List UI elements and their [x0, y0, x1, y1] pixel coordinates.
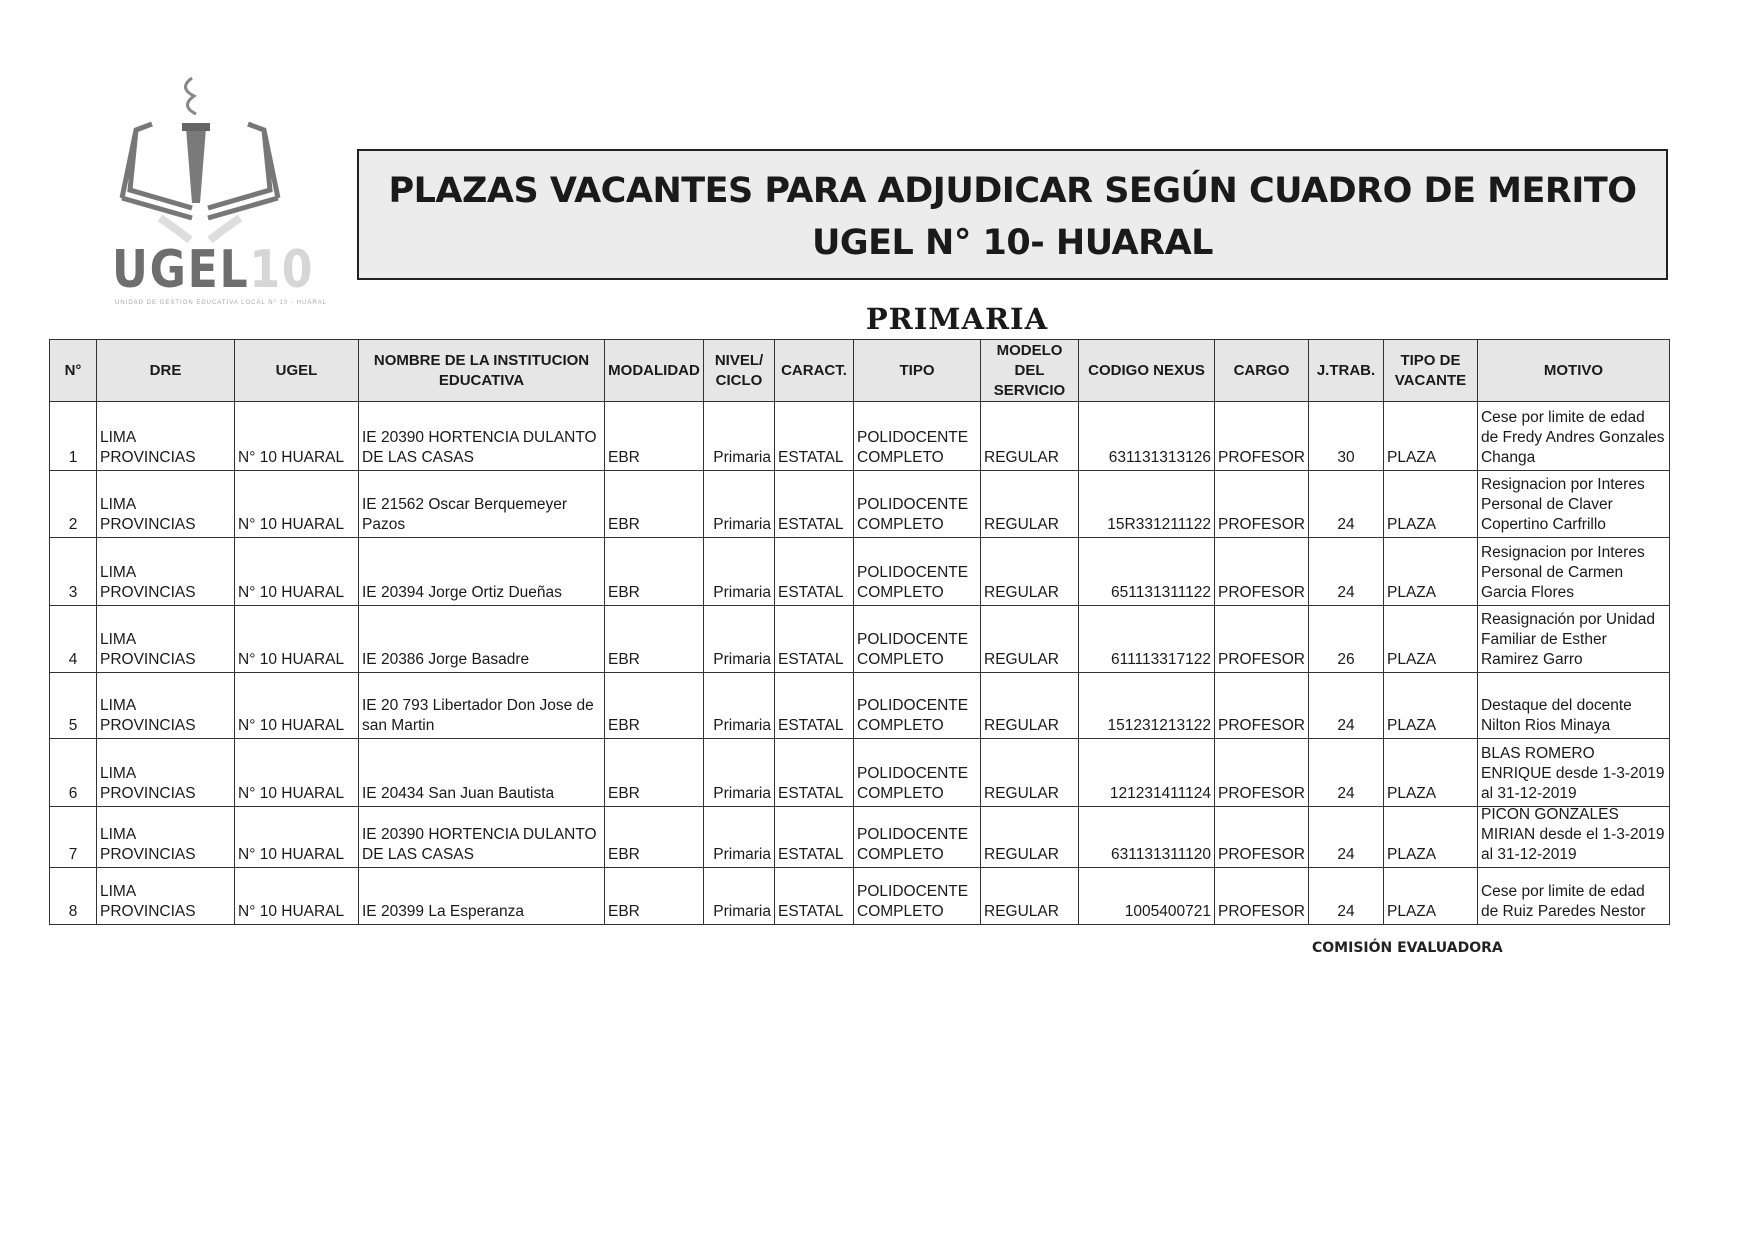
cell-text: IE 20434 San Juan Bautista	[362, 785, 555, 802]
cell-text: Destaque del docente Nilton Rios Minaya	[1480, 697, 1632, 734]
cell-text: PLAZA	[1386, 516, 1437, 533]
cell-motivo	[1477, 606, 1669, 673]
cell-cargo	[1215, 606, 1309, 673]
cell-codigo-nexus	[1079, 739, 1215, 807]
cell-text: LIMA PROVINCIAS	[100, 631, 196, 668]
cell-nivel	[704, 606, 775, 673]
cell-text: Primaria	[713, 846, 771, 863]
cell-tipo	[854, 538, 981, 606]
cell-dre	[97, 739, 235, 807]
column-header-cargo: CARGO	[1215, 340, 1309, 402]
cell-text: LIMA PROVINCIAS	[100, 883, 196, 920]
cell-modalidad	[605, 538, 704, 606]
cell-dre	[97, 673, 235, 739]
cell-text: PLAZA	[1386, 651, 1437, 668]
table-row	[50, 538, 1670, 606]
column-header-tipo-vacante: TIPO DE VACANTE	[1383, 340, 1477, 402]
column-header-codigo-nexus: CODIGO NEXUS	[1079, 340, 1215, 402]
cell-no	[50, 807, 97, 868]
cell-text: 24	[1337, 785, 1355, 802]
cell-text: 24	[1337, 846, 1355, 863]
cell-text: IE 21562 Oscar Berquemeyer Pazos	[362, 496, 568, 533]
cell-text: PLAZA	[1386, 785, 1437, 802]
cell-institucion	[359, 606, 605, 673]
cell-modelo	[981, 606, 1079, 673]
table-row	[50, 673, 1670, 739]
cell-tipo	[854, 402, 981, 471]
cell-ugel	[235, 673, 359, 739]
cell-text: 30	[1337, 449, 1355, 466]
table-row	[50, 402, 1670, 471]
signature-label: COMISIÓN EVALUADORA	[1312, 940, 1503, 956]
cell-text: Primaria	[713, 449, 771, 466]
cell-text: EBR	[608, 785, 640, 802]
cell-tipo	[854, 673, 981, 739]
cell-cargo	[1215, 868, 1309, 925]
cell-institucion	[359, 739, 605, 807]
vacancies-table	[49, 339, 1670, 925]
cell-text: LIMA PROVINCIAS	[100, 697, 196, 734]
cell-text: N° 10 HUARAL	[238, 516, 345, 533]
cell-text: N° 10 HUARAL	[238, 584, 345, 601]
cell-tipo	[854, 606, 981, 673]
cell-jtrab	[1308, 471, 1383, 538]
cell-text: Primaria	[713, 903, 771, 920]
cell-codigo-nexus	[1079, 606, 1215, 673]
cell-no	[50, 673, 97, 739]
cell-text: IE 20390 HORTENCIA DULANTO DE LAS CASAS	[362, 429, 597, 466]
cell-text: ESTATAL	[778, 584, 844, 601]
cell-text: PICON GONZALES MIRIAN desde el 1-3-2019 al 31-12-2019	[1480, 807, 1665, 863]
cell-text: N° 10 HUARAL	[238, 846, 345, 863]
column-header-caract: CARACT.	[775, 340, 854, 402]
cell-text: 24	[1337, 516, 1355, 533]
table-row	[50, 739, 1670, 807]
cell-text: N° 10 HUARAL	[238, 449, 345, 466]
cell-text: 24	[1337, 903, 1355, 920]
cell-codigo-nexus	[1079, 868, 1215, 925]
cell-text: POLIDOCENTE COMPLETO	[857, 826, 969, 863]
cell-text: REGULAR	[984, 651, 1059, 668]
column-header-jtrab: J.TRAB.	[1308, 340, 1383, 402]
cell-text: REGULAR	[984, 903, 1059, 920]
cell-text: IE 20386 Jorge Basadre	[362, 651, 530, 668]
cell-caract	[775, 868, 854, 925]
logo-subtext: UNIDAD DE GESTION EDUCATIVA LOCAL N° 10 - HUARAL	[115, 300, 327, 306]
column-header-tipo: TIPO	[854, 340, 981, 402]
cell-tipo	[854, 739, 981, 807]
cell-text: PROFESOR	[1218, 584, 1305, 601]
cell-dre	[97, 538, 235, 606]
column-header-motivo: MOTIVO	[1477, 340, 1669, 402]
column-header-no: N°	[50, 340, 97, 402]
cell-ugel	[235, 471, 359, 538]
cell-modelo	[981, 673, 1079, 739]
cell-jtrab	[1308, 807, 1383, 868]
cell-modalidad	[605, 807, 704, 868]
cell-text: N° 10 HUARAL	[238, 903, 345, 920]
cell-text: 631131311120	[1111, 846, 1211, 863]
cell-text: ESTATAL	[778, 449, 844, 466]
cell-text: REGULAR	[984, 516, 1059, 533]
cell-caract	[775, 471, 854, 538]
cell-text: LIMA PROVINCIAS	[100, 429, 196, 466]
cell-ugel	[235, 402, 359, 471]
cell-text: POLIDOCENTE COMPLETO	[857, 697, 969, 734]
cell-text: 121231411124	[1109, 785, 1211, 802]
column-header-modelo: MODELO DEL SERVICIO	[981, 340, 1079, 402]
cell-ugel	[235, 868, 359, 925]
cell-text: 7	[68, 846, 78, 863]
cell-dre	[97, 807, 235, 868]
cell-motivo	[1477, 807, 1669, 868]
cell-tipo	[854, 471, 981, 538]
cell-text: PROFESOR	[1218, 651, 1305, 668]
cell-no	[50, 538, 97, 606]
cell-text: 651131311122	[1111, 584, 1211, 601]
cell-modalidad	[605, 673, 704, 739]
cell-nivel	[704, 402, 775, 471]
cell-text: IE 20399 La Esperanza	[362, 903, 525, 920]
cell-codigo-nexus	[1079, 673, 1215, 739]
cell-text: 6	[68, 785, 78, 802]
cell-text: Primaria	[713, 584, 771, 601]
cell-no	[50, 471, 97, 538]
cell-tipo	[854, 807, 981, 868]
cell-motivo	[1477, 868, 1669, 925]
cell-dre	[97, 606, 235, 673]
page-title: PLAZAS VACANTES PARA ADJUDICAR SEGÚN CUADRO DE MERITO	[388, 171, 1637, 211]
cell-text: PLAZA	[1386, 903, 1437, 920]
cell-tipo-vacante	[1383, 868, 1477, 925]
cell-text: POLIDOCENTE COMPLETO	[857, 496, 969, 533]
cell-modalidad	[605, 606, 704, 673]
cell-institucion	[359, 538, 605, 606]
cell-tipo-vacante	[1383, 402, 1477, 471]
cell-no	[50, 606, 97, 673]
cell-motivo	[1477, 673, 1669, 739]
cell-text: IE 20390 HORTENCIA DULANTO DE LAS CASAS	[362, 826, 597, 863]
cell-text: LIMA PROVINCIAS	[100, 564, 196, 601]
cell-caract	[775, 538, 854, 606]
cell-modalidad	[605, 471, 704, 538]
cell-text: 5	[68, 717, 78, 734]
cell-cargo	[1215, 673, 1309, 739]
cell-modalidad	[605, 402, 704, 471]
cell-text: IE 20394 Jorge Ortiz Dueñas	[362, 584, 562, 601]
column-header-ugel: UGEL	[235, 340, 359, 402]
cell-text: N° 10 HUARAL	[238, 717, 345, 734]
cell-text: LIMA PROVINCIAS	[100, 765, 196, 802]
cell-dre	[97, 402, 235, 471]
cell-modelo	[981, 538, 1079, 606]
cell-modelo	[981, 868, 1079, 925]
cell-text: PROFESOR	[1218, 785, 1305, 802]
column-header-dre: DRE	[97, 340, 235, 402]
cell-text: EBR	[608, 717, 640, 734]
cell-institucion	[359, 807, 605, 868]
cell-ugel	[235, 538, 359, 606]
table-row	[50, 868, 1670, 925]
cell-text: REGULAR	[984, 846, 1059, 863]
cell-codigo-nexus	[1079, 538, 1215, 606]
cell-jtrab	[1308, 538, 1383, 606]
column-header-modalidad: MODALIDAD	[605, 340, 704, 402]
cell-text: IE 20 793 Libertador Don Jose de san Martin	[362, 697, 594, 734]
cell-text: 15R331211122	[1107, 516, 1211, 533]
cell-nivel	[704, 807, 775, 868]
page-subtitle: UGEL N° 10- HUARAL	[811, 223, 1213, 263]
cell-text: PLAZA	[1386, 717, 1437, 734]
cell-cargo	[1215, 538, 1309, 606]
cell-text: 611113317122	[1111, 651, 1211, 668]
table-row	[50, 471, 1670, 538]
cell-text: ESTATAL	[778, 785, 844, 802]
cell-text: PLAZA	[1386, 846, 1437, 863]
cell-no	[50, 739, 97, 807]
cell-text: ESTATAL	[778, 717, 844, 734]
cell-institucion	[359, 471, 605, 538]
cell-no	[50, 402, 97, 471]
cell-text: Primaria	[713, 785, 771, 802]
cell-text: Primaria	[713, 717, 771, 734]
cell-jtrab	[1308, 739, 1383, 807]
cell-text: 24	[1337, 584, 1355, 601]
cell-text: 151231213122	[1107, 717, 1211, 734]
cell-text: 4	[68, 651, 78, 668]
cell-text: N° 10 HUARAL	[238, 785, 345, 802]
cell-caract	[775, 739, 854, 807]
cell-text: POLIDOCENTE COMPLETO	[857, 564, 969, 601]
cell-text: REGULAR	[984, 785, 1059, 802]
cell-tipo	[854, 868, 981, 925]
cell-jtrab	[1308, 402, 1383, 471]
cell-text: REGULAR	[984, 449, 1059, 466]
cell-text: EBR	[608, 449, 640, 466]
cell-text: PLAZA	[1386, 584, 1437, 601]
cell-ugel	[235, 807, 359, 868]
cell-text: PROFESOR	[1218, 846, 1305, 863]
cell-no	[50, 868, 97, 925]
cell-nivel	[704, 739, 775, 807]
cell-text: N° 10 HUARAL	[238, 651, 345, 668]
cell-codigo-nexus	[1079, 402, 1215, 471]
cell-dre	[97, 471, 235, 538]
cell-text: EBR	[608, 903, 640, 920]
cell-text: 26	[1337, 651, 1355, 668]
cell-text: Primaria	[713, 651, 771, 668]
cell-text: LIMA PROVINCIAS	[100, 496, 196, 533]
cell-text: EBR	[608, 651, 640, 668]
cell-institucion	[359, 673, 605, 739]
logo-text: UGEL10	[112, 240, 315, 300]
cell-text: PROFESOR	[1218, 449, 1305, 466]
cell-cargo	[1215, 739, 1309, 807]
cell-caract	[775, 807, 854, 868]
cell-modelo	[981, 807, 1079, 868]
cell-nivel	[704, 673, 775, 739]
cell-text: ESTATAL	[778, 846, 844, 863]
cell-text: REGULAR	[984, 584, 1059, 601]
cell-tipo-vacante	[1383, 606, 1477, 673]
cell-text: PROFESOR	[1218, 516, 1305, 533]
cell-text: REGULAR	[984, 717, 1059, 734]
cell-text: Reasignación por Unidad Familiar de Esther Ramirez Garro	[1480, 611, 1656, 668]
cell-text: EBR	[608, 584, 640, 601]
cell-cargo	[1215, 402, 1309, 471]
cell-text: LIMA PROVINCIAS	[100, 826, 196, 863]
cell-caract	[775, 673, 854, 739]
cell-text: ESTATAL	[778, 903, 844, 920]
cell-tipo-vacante	[1383, 538, 1477, 606]
cell-tipo-vacante	[1383, 471, 1477, 538]
cell-ugel	[235, 606, 359, 673]
column-header-institucion: NOMBRE DE LA INSTITUCION EDUCATIVA	[359, 340, 605, 402]
cell-text: POLIDOCENTE COMPLETO	[857, 429, 969, 466]
cell-text: POLIDOCENTE COMPLETO	[857, 765, 969, 802]
cell-institucion	[359, 402, 605, 471]
cell-text: BLAS ROMERO ENRIQUE desde 1-3-2019 al 31-12-2019	[1480, 745, 1665, 802]
cell-text: 8	[68, 903, 78, 920]
cell-motivo	[1477, 402, 1669, 471]
cell-jtrab	[1308, 868, 1383, 925]
cell-nivel	[704, 471, 775, 538]
cell-nivel	[704, 538, 775, 606]
cell-text: 3	[68, 584, 78, 601]
cell-codigo-nexus	[1079, 807, 1215, 868]
table-row	[50, 606, 1670, 673]
cell-text: Cese por limite de edad de Ruiz Paredes Nestor	[1480, 883, 1646, 920]
cell-caract	[775, 402, 854, 471]
cell-ugel	[235, 739, 359, 807]
table-row	[50, 807, 1670, 868]
cell-jtrab	[1308, 606, 1383, 673]
cell-text: POLIDOCENTE COMPLETO	[857, 631, 969, 668]
cell-modelo	[981, 402, 1079, 471]
cell-text: Resignacion por Interes Personal de Carmen Garcia Flores	[1480, 544, 1645, 601]
cell-text: Resignacion por Interes Personal de Claver Copertino Carfrillo	[1480, 476, 1645, 533]
cell-institucion	[359, 868, 605, 925]
cell-tipo-vacante	[1383, 739, 1477, 807]
cell-text: POLIDOCENTE COMPLETO	[857, 883, 969, 920]
cell-text: PLAZA	[1386, 449, 1437, 466]
cell-text: ESTATAL	[778, 651, 844, 668]
cell-text: 631131313126	[1108, 449, 1211, 466]
cell-codigo-nexus	[1079, 471, 1215, 538]
cell-motivo	[1477, 739, 1669, 807]
cell-text: Primaria	[713, 516, 771, 533]
cell-cargo	[1215, 471, 1309, 538]
cell-tipo-vacante	[1383, 673, 1477, 739]
cell-text: PROFESOR	[1218, 903, 1305, 920]
table-header	[50, 340, 1670, 402]
cell-motivo	[1477, 538, 1669, 606]
cell-cargo	[1215, 807, 1309, 868]
cell-text: Cese por limite de edad de Fredy Andres Gonzales Changa	[1480, 409, 1665, 466]
column-header-nivel: NIVEL/ CICLO	[704, 340, 775, 402]
cell-text: 2	[68, 516, 78, 533]
cell-text: 24	[1337, 717, 1355, 734]
cell-modelo	[981, 471, 1079, 538]
cell-dre	[97, 868, 235, 925]
title-box	[357, 149, 1668, 280]
cell-text: ESTATAL	[778, 516, 844, 533]
cell-text: EBR	[608, 846, 640, 863]
cell-nivel	[704, 868, 775, 925]
cell-motivo	[1477, 471, 1669, 538]
cell-modalidad	[605, 739, 704, 807]
cell-jtrab	[1308, 673, 1383, 739]
cell-text: PROFESOR	[1218, 717, 1305, 734]
cell-text: 1	[68, 449, 78, 466]
cell-tipo-vacante	[1383, 807, 1477, 868]
cell-caract	[775, 606, 854, 673]
cell-modalidad	[605, 868, 704, 925]
cell-text: 1005400721	[1124, 903, 1211, 920]
cell-modelo	[981, 739, 1079, 807]
cell-text: EBR	[608, 516, 640, 533]
section-title: PRIMARIA	[865, 302, 1049, 336]
